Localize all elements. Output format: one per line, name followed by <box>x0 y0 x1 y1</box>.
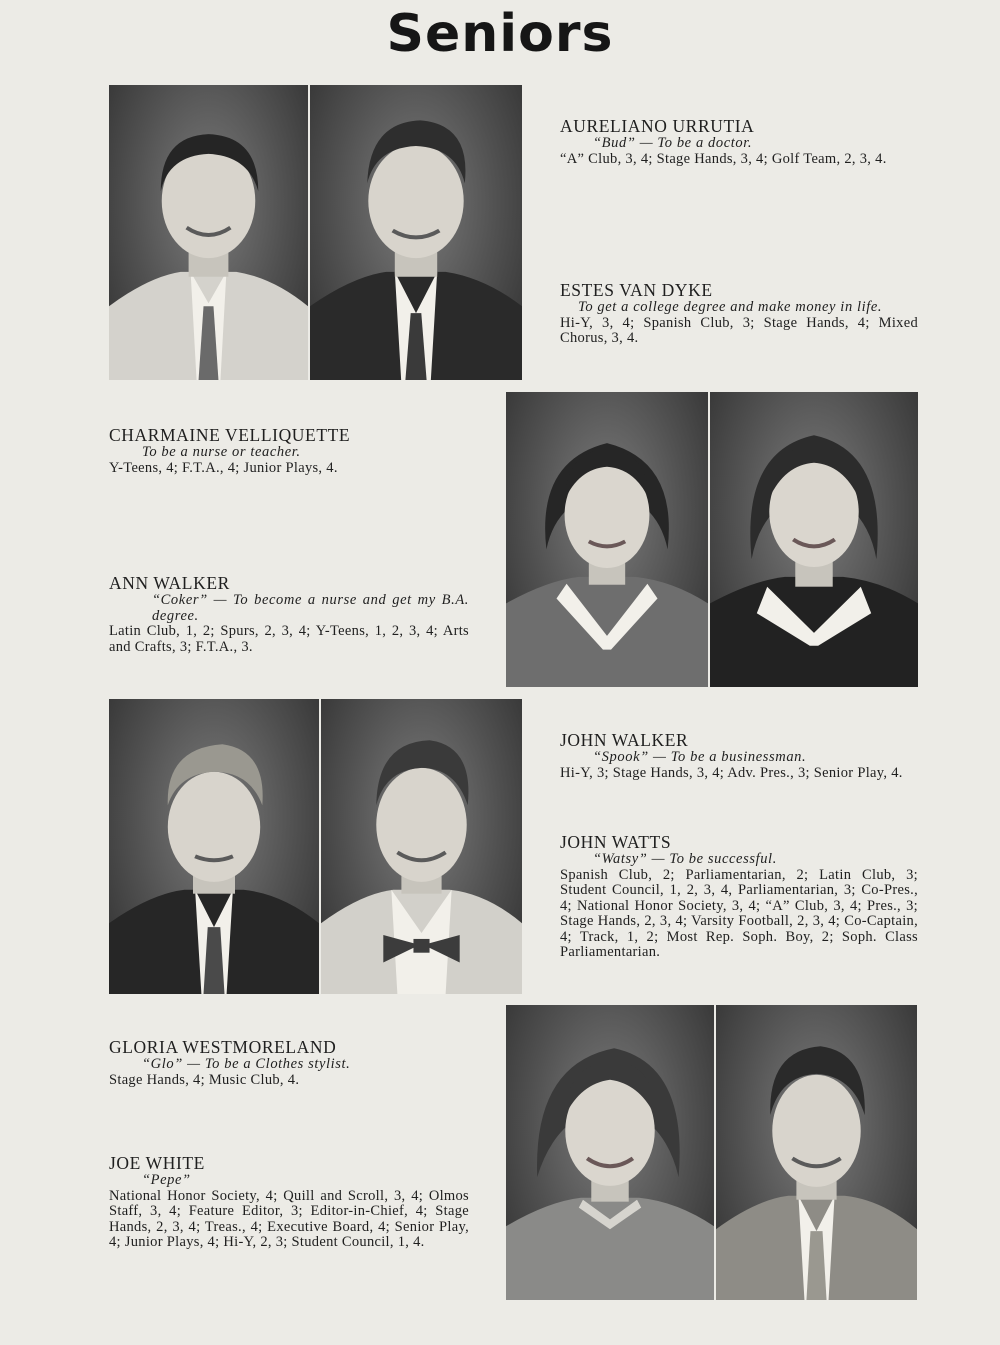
portrait-photo-velliquette <box>506 392 708 687</box>
portrait-photo-john-watts <box>321 699 522 994</box>
senior-activities: Y-Teens, 4; F.T.A., 4; Junior Plays, 4. <box>109 459 338 476</box>
portrait-photo-john-walker <box>109 699 319 994</box>
senior-activities: Spanish Club, 2; Parliamentarian, 2; Latin Club, 3; Student Council, 1, 2, 3, 4, Parliamentarian, 3; Co-Pres., 4; National Honor Society, 3, 4; “A” Club, 3, 4; Pres., 3; Stage Hands, 2, 3, 4; Varsity Football, 2, 3, 4; Co-Captain, 4; Track, 1, 2; Most Rep. Soph. Boy, 2; Soph. Class Parliamentarian. <box>560 866 918 960</box>
senior-entry-ann-walker <box>109 573 469 655</box>
portrait-photo-ann-walker <box>710 392 918 687</box>
page-title: Seniors <box>386 4 614 64</box>
senior-entry-westmoreland <box>109 1037 469 1088</box>
senior-activities: Latin Club, 1, 2; Spurs, 2, 3, 4; Y-Teens, 1, 2, 3, 4; Arts and Crafts, 3; F.T.A., 3. <box>109 623 469 655</box>
senior-name: JOE WHITE <box>109 1153 205 1173</box>
senior-activities: Hi-Y, 3, 4; Spanish Club, 3; Stage Hands, 4; Mixed Chorus, 3, 4. <box>560 314 918 346</box>
senior-name: CHARMAINE VELLIQUETTE <box>109 425 351 445</box>
senior-name: GLORIA WESTMORELAND <box>109 1037 337 1057</box>
portrait-photo-urrutia <box>109 85 308 380</box>
senior-motto: “Spook” — To be a businessman. <box>593 749 807 765</box>
senior-name: JOHN WALKER <box>560 730 689 750</box>
senior-name: ESTES VAN DYKE <box>560 280 713 300</box>
senior-name: JOHN WATTS <box>560 832 672 852</box>
senior-entry-john-watts <box>560 832 918 961</box>
portrait-photo-westmoreland <box>506 1005 714 1300</box>
portrait-photo-van-dyke <box>310 85 522 380</box>
senior-entry-urrutia <box>560 116 918 167</box>
senior-activities: Stage Hands, 4; Music Club, 4. <box>109 1071 300 1088</box>
senior-motto: “Coker” — To become a nurse and get my B.A. degree. <box>152 592 469 624</box>
senior-motto: “Watsy” — To be successful. <box>593 851 777 867</box>
senior-entry-velliquette <box>109 425 469 476</box>
portrait-photo-joe-white <box>716 1005 917 1300</box>
senior-motto: “Bud” — To be a doctor. <box>593 135 753 151</box>
senior-motto: “Pepe” <box>142 1172 191 1188</box>
senior-name: AURELIANO URRUTIA <box>560 116 755 136</box>
senior-motto: To get a college degree and make money in life. <box>578 299 883 315</box>
senior-motto: “Glo” — To be a Clothes stylist. <box>142 1056 351 1072</box>
senior-entry-van-dyke <box>560 280 918 347</box>
senior-entry-joe-white <box>109 1153 469 1251</box>
senior-name: ANN WALKER <box>109 573 230 593</box>
senior-activities: Hi-Y, 3; Stage Hands, 3, 4; Adv. Pres., 3; Senior Play, 4. <box>560 764 903 781</box>
senior-activities: “A” Club, 3, 4; Stage Hands, 3, 4; Golf Team, 2, 3, 4. <box>560 150 887 167</box>
senior-entry-john-walker <box>560 730 918 781</box>
senior-motto: To be a nurse or teacher. <box>142 444 301 460</box>
senior-activities: National Honor Society, 4; Quill and Scroll, 3, 4; Olmos Staff, 3, 4; Feature Editor, 3; Editor-in-Chief, 4; Stage Hands, 2, 3, 4; Treas., 4; Executive Board, 4; Senior Play, 4; Junior Plays, 4; Hi-Y, 2, 3; Student Council, 1, 4. <box>109 1187 469 1250</box>
